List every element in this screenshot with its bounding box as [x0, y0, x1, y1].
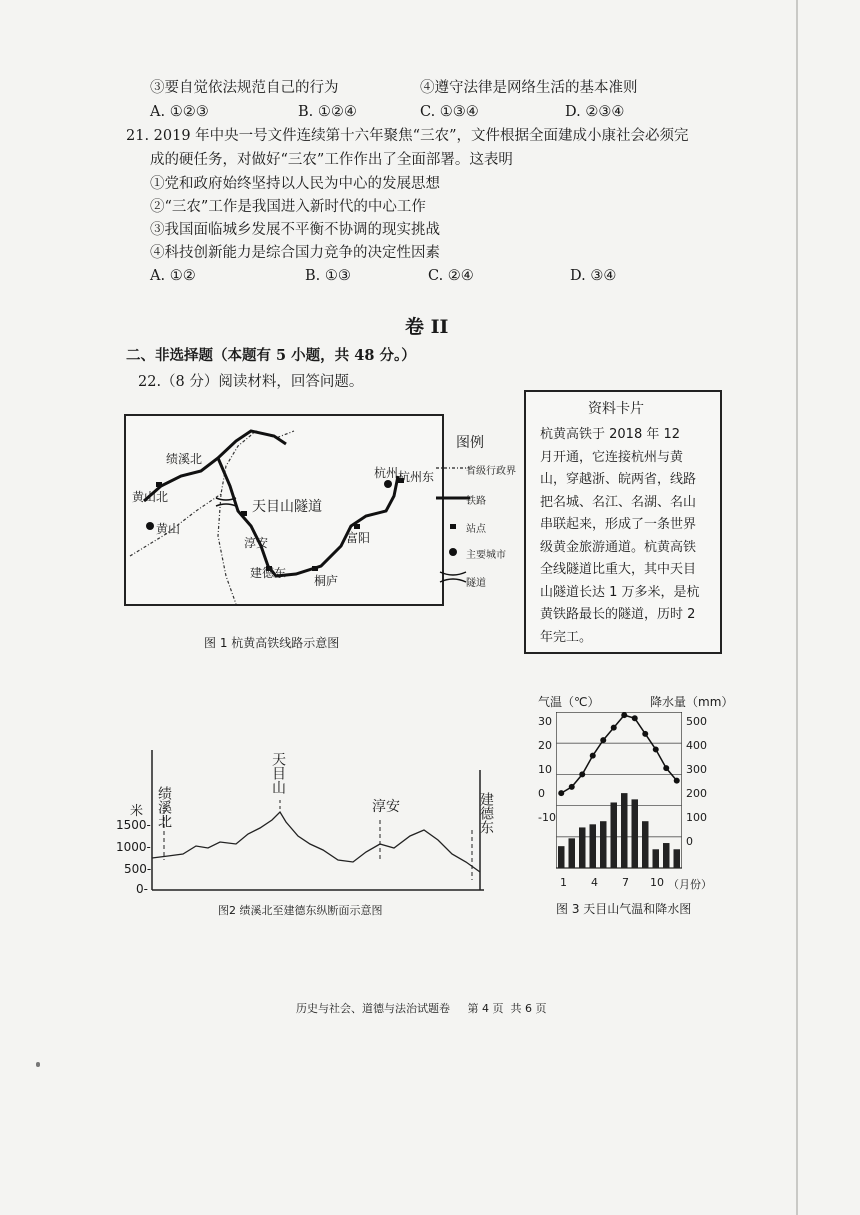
precip-axis-ticks: [686, 710, 707, 854]
figure2-caption: 图2 绩溪北至建德东纵断面示意图: [218, 904, 383, 917]
precipitation-bar: [621, 793, 628, 868]
precip-tick: 300: [686, 763, 707, 776]
precip-tick: 100: [686, 811, 707, 824]
temp-tick: 10: [538, 763, 552, 776]
info-card-line: 黄铁路最长的隧道，历时 2: [540, 607, 696, 622]
temperature-point: [600, 737, 606, 743]
legend-label-city: 主要城市: [466, 550, 506, 561]
temp-axis-ticks: [538, 710, 556, 830]
info-card-body: [540, 424, 700, 649]
legend-label-tunnel: 隧道: [466, 578, 486, 589]
temperature-point: [590, 753, 596, 759]
info-card-line: 山，穿越浙、皖两省，线路: [540, 472, 697, 487]
climate-left-title: 气温（℃）: [538, 695, 600, 709]
place-tonglu: 桐庐: [314, 574, 339, 588]
place-hangzhou: 杭州: [374, 466, 399, 480]
month-tick: 10: [650, 876, 664, 889]
precipitation-bar: [558, 846, 565, 868]
precipitation-bar: [600, 821, 607, 868]
precipitation-bar: [632, 799, 639, 868]
q21-option-c: C. ②④: [428, 268, 474, 284]
precip-tick: 400: [686, 739, 707, 752]
scan-edge: [796, 0, 798, 1215]
profile-y-tick: 500-: [124, 862, 152, 876]
precipitation-bar: [653, 849, 660, 868]
elevation-profile: [148, 750, 488, 896]
info-card-line: 串联起来，形成了一条世界: [540, 517, 697, 532]
q20-option-a: A. ①②③: [150, 104, 209, 120]
info-card-line: 月开通，它连接杭州与黄: [540, 449, 684, 465]
precipitation-bar: [642, 821, 649, 868]
tunnel-label: 天目山隧道: [252, 499, 322, 515]
precipitation-bar: [674, 849, 681, 868]
precip-tick: 0: [686, 835, 693, 848]
legend-city-symbol: [449, 548, 457, 556]
precipitation-bar: [590, 824, 597, 868]
q21-option-b: B. ①③: [305, 268, 351, 284]
province-boundary: [218, 494, 236, 604]
place-jixi-north: 绩溪北: [166, 452, 203, 466]
precipitation-bars: [558, 793, 680, 868]
legend-label-station: 站点: [466, 524, 486, 535]
q20-option-b: B. ①②④: [298, 104, 357, 120]
section-title: 卷 II: [405, 316, 449, 338]
q21-item1: ①党和政府始终坚持以人民为中心的发展思想: [150, 176, 440, 192]
station-marker: [156, 482, 162, 487]
info-card-title: 资料卡片: [588, 401, 644, 417]
precipitation-bar: [579, 827, 586, 868]
temperature-line: [561, 715, 677, 793]
q21-item4: ④科技创新能力是综合国力竞争的决定性因素: [150, 245, 440, 261]
legend-label-boundary: 省级行政界: [466, 466, 516, 477]
place-huangshan: 黄山: [156, 522, 181, 536]
terrain-profile-line: [152, 812, 480, 872]
info-card-line: 全线隧道比重大，其中天目: [540, 562, 697, 577]
tunnel-symbol: [216, 498, 236, 506]
precip-tick: 500: [686, 715, 707, 728]
temperature-point: [663, 765, 669, 771]
climate-right-title: 降水量（mm）: [650, 695, 734, 709]
station-label-chunan: 淳安: [372, 799, 400, 815]
q20-item3: ③要自觉依法规范自己的行为: [150, 80, 339, 96]
climate-gridlines: [556, 743, 682, 837]
place-hangzhou-east: 杭州东: [398, 470, 435, 484]
q20-option-d: D. ②③④: [565, 104, 625, 120]
city-marker: [384, 480, 392, 488]
temperature-point: [579, 771, 585, 777]
q21-option-d: D. ③④: [570, 268, 617, 284]
profile-y-tick: 1000-: [116, 840, 151, 854]
temperature-point: [674, 778, 680, 784]
q22-stem: 22.（8 分）阅读材料，回答问题。: [138, 374, 364, 390]
precipitation-bar: [611, 802, 618, 868]
info-card: [524, 390, 722, 654]
legend-label-railway: 铁路: [466, 496, 486, 507]
climate-chart: [556, 712, 682, 872]
temp-tick: 0: [538, 787, 545, 800]
railway-line: [218, 458, 398, 576]
peak-label: 天目山: [270, 752, 286, 794]
month-tick: 1: [560, 876, 567, 889]
q21-option-a: A. ①②: [150, 268, 196, 284]
page-footer: 历史与社会、道德与法治试题卷 第 4 页 共 6 页: [296, 1002, 547, 1015]
q21-item2: ②“三农”工作是我国进入新时代的中心工作: [150, 199, 426, 215]
precipitation-bar: [569, 838, 576, 868]
place-fuyang: 富阳: [346, 531, 371, 545]
temp-tick: 20: [538, 739, 552, 752]
rail-map: [124, 414, 444, 606]
temperature-point: [621, 712, 627, 718]
q21-stem-line2: 成的硬任务，对做好“三农”工作作出了全面部署。这表明: [150, 152, 513, 168]
q21-stem-line1: 21. 2019 年中央一号文件连续第十六年聚焦“三农”，文件根据全面建成小康社会必须完: [126, 128, 689, 144]
station-marker: [241, 511, 247, 516]
precipitation-bar: [663, 843, 670, 868]
section-heading: 二、非选择题（本题有 5 小题，共 48 分。）: [126, 347, 416, 364]
info-card-line: 山隧道长达 1 万多米，是杭: [540, 584, 700, 600]
profile-y-unit: 米: [130, 804, 144, 819]
temperature-points: [558, 712, 680, 796]
place-chunan: 淳安: [244, 536, 269, 550]
q21-item3: ③我国面临城乡发展不平衡不协调的现实挑战: [150, 222, 440, 238]
place-jiande-east: 建德东: [250, 566, 287, 580]
temperature-point: [653, 746, 659, 752]
q20-item4: ④遵守法律是网络生活的基本准则: [420, 80, 638, 96]
temperature-point: [642, 731, 648, 737]
month-tick: 4: [591, 876, 598, 889]
profile-y-tick: 0-: [136, 882, 148, 896]
station-label-jixi-north: 绩溪北: [156, 786, 172, 828]
month-tick: 7: [622, 876, 629, 889]
temperature-point: [611, 725, 617, 731]
figure3-caption: 图 3 天目山气温和降水图: [556, 902, 692, 916]
legend-station-symbol: [450, 524, 456, 529]
profile-y-tick: 1500-: [116, 818, 151, 832]
temperature-point: [569, 784, 575, 790]
info-card-line: 把名城、名江、名湖、名山: [540, 494, 697, 510]
info-card-line: 年完工。: [540, 629, 593, 645]
legend-tunnel-symbol: [440, 572, 466, 582]
temperature-point: [632, 715, 638, 721]
month-unit: （月份）: [668, 878, 712, 891]
temperature-point: [558, 790, 564, 796]
info-card-line: 杭黄高铁于 2018 年 12: [540, 427, 681, 442]
legend-title: 图例: [456, 435, 484, 451]
city-marker: [146, 522, 154, 530]
precip-tick: 200: [686, 787, 707, 800]
figure1-caption: 图 1 杭黄高铁线路示意图: [204, 636, 340, 650]
station-marker: [312, 566, 318, 571]
q20-option-c: C. ①③④: [420, 104, 479, 120]
temp-tick: 30: [538, 715, 552, 728]
info-card-line: 级黄金旅游通道。杭黄高铁: [540, 539, 697, 555]
temp-tick: -10: [538, 811, 556, 824]
station-label-jiande-east: 建德东: [478, 792, 494, 834]
scan-dot: [36, 1062, 40, 1067]
place-huangshan-north: 黄山北: [132, 490, 169, 504]
